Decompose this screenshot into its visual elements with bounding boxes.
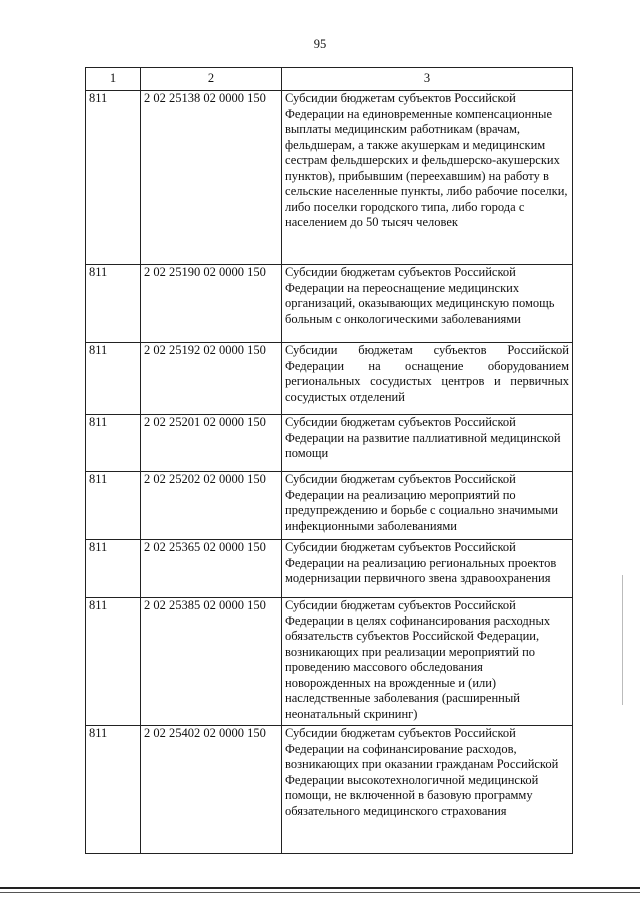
description-cell: Субсидии бюджетам субъектов Российской Федерации в целях софинансирования расходных обязательств субъектов Российской Федерации, возникающих при реализации мероприятий по проведению массового обследования новорожденных на врожденные и (или) наследственные заболевания (расширенный неонатальный скрининг) bbox=[282, 598, 573, 726]
table-row bbox=[86, 415, 573, 472]
description-cell: Субсидии бюджетам субъектов Российской Федерации на софинансирование расходов, возникающих при оказании гражданам Российской Федерации высокотехнологичной медицинской помощи, не включенной в базовую программу обязательного медицинского страхования bbox=[282, 726, 573, 854]
budget-code-cell: 2 02 25202 02 0000 150 bbox=[141, 472, 282, 540]
table-row bbox=[86, 472, 573, 540]
budget-code-cell: 2 02 25192 02 0000 150 bbox=[141, 343, 282, 415]
budget-code-cell: 2 02 25190 02 0000 150 bbox=[141, 265, 282, 343]
scan-bottom-edge-secondary bbox=[0, 892, 640, 893]
admin-code-cell: 811 bbox=[86, 598, 141, 726]
description-cell: Субсидии бюджетам субъектов Российской Федерации на единовременные компенсационные выплаты медицинским работникам (врачам, фельдшерам, а также акушеркам и медицинским сестрам фельдшерских и фельдшерско-акушерских пунктов), прибывшим (переехавшим) на работу в сельские населенные пункты, либо рабочие поселки, либо поселки городского типа, либо города с населением до 50 тысяч человек bbox=[282, 91, 573, 265]
table-header-row bbox=[86, 68, 573, 91]
admin-code-cell: 811 bbox=[86, 415, 141, 472]
table-row bbox=[86, 540, 573, 598]
admin-code-cell: 811 bbox=[86, 726, 141, 854]
budget-code-cell: 2 02 25201 02 0000 150 bbox=[141, 415, 282, 472]
admin-code-cell: 811 bbox=[86, 91, 141, 265]
scan-margin-mark bbox=[622, 575, 623, 705]
table-row bbox=[86, 265, 573, 343]
budget-code-cell: 2 02 25365 02 0000 150 bbox=[141, 540, 282, 598]
table-row bbox=[86, 91, 573, 265]
kbk-table bbox=[85, 67, 573, 854]
description-cell: Субсидии бюджетам субъектов Российской Федерации на оснащение оборудованием региональных сосудистых центров и первичных сосудистых отделений bbox=[282, 343, 573, 415]
budget-code-cell: 2 02 25138 02 0000 150 bbox=[141, 91, 282, 265]
table-row bbox=[86, 726, 573, 854]
column-header-1: 1 bbox=[86, 68, 141, 91]
column-header-2: 2 bbox=[141, 68, 282, 91]
column-header-3: 3 bbox=[282, 68, 573, 91]
description-cell: Субсидии бюджетам субъектов Российской Федерации на реализацию региональных проектов модернизации первичного звена здравоохранения bbox=[282, 540, 573, 598]
admin-code-cell: 811 bbox=[86, 540, 141, 598]
table-row bbox=[86, 598, 573, 726]
budget-code-cell: 2 02 25402 02 0000 150 bbox=[141, 726, 282, 854]
page-number: 95 bbox=[313, 37, 327, 51]
admin-code-cell: 811 bbox=[86, 265, 141, 343]
description-cell: Субсидии бюджетам субъектов Российской Федерации на развитие паллиативной медицинской помощи bbox=[282, 415, 573, 472]
admin-code-cell: 811 bbox=[86, 343, 141, 415]
scan-bottom-edge bbox=[0, 887, 640, 889]
table-row bbox=[86, 343, 573, 415]
description-cell: Субсидии бюджетам субъектов Российской Федерации на реализацию мероприятий по предупреждению и борьбе с социально значимыми инфекционными заболеваниями bbox=[282, 472, 573, 540]
description-cell: Субсидии бюджетам субъектов Российской Федерации на переоснащение медицинских организаций, оказывающих медицинскую помощь больным с онкологическими заболеваниями bbox=[282, 265, 573, 343]
budget-code-cell: 2 02 25385 02 0000 150 bbox=[141, 598, 282, 726]
admin-code-cell: 811 bbox=[86, 472, 141, 540]
